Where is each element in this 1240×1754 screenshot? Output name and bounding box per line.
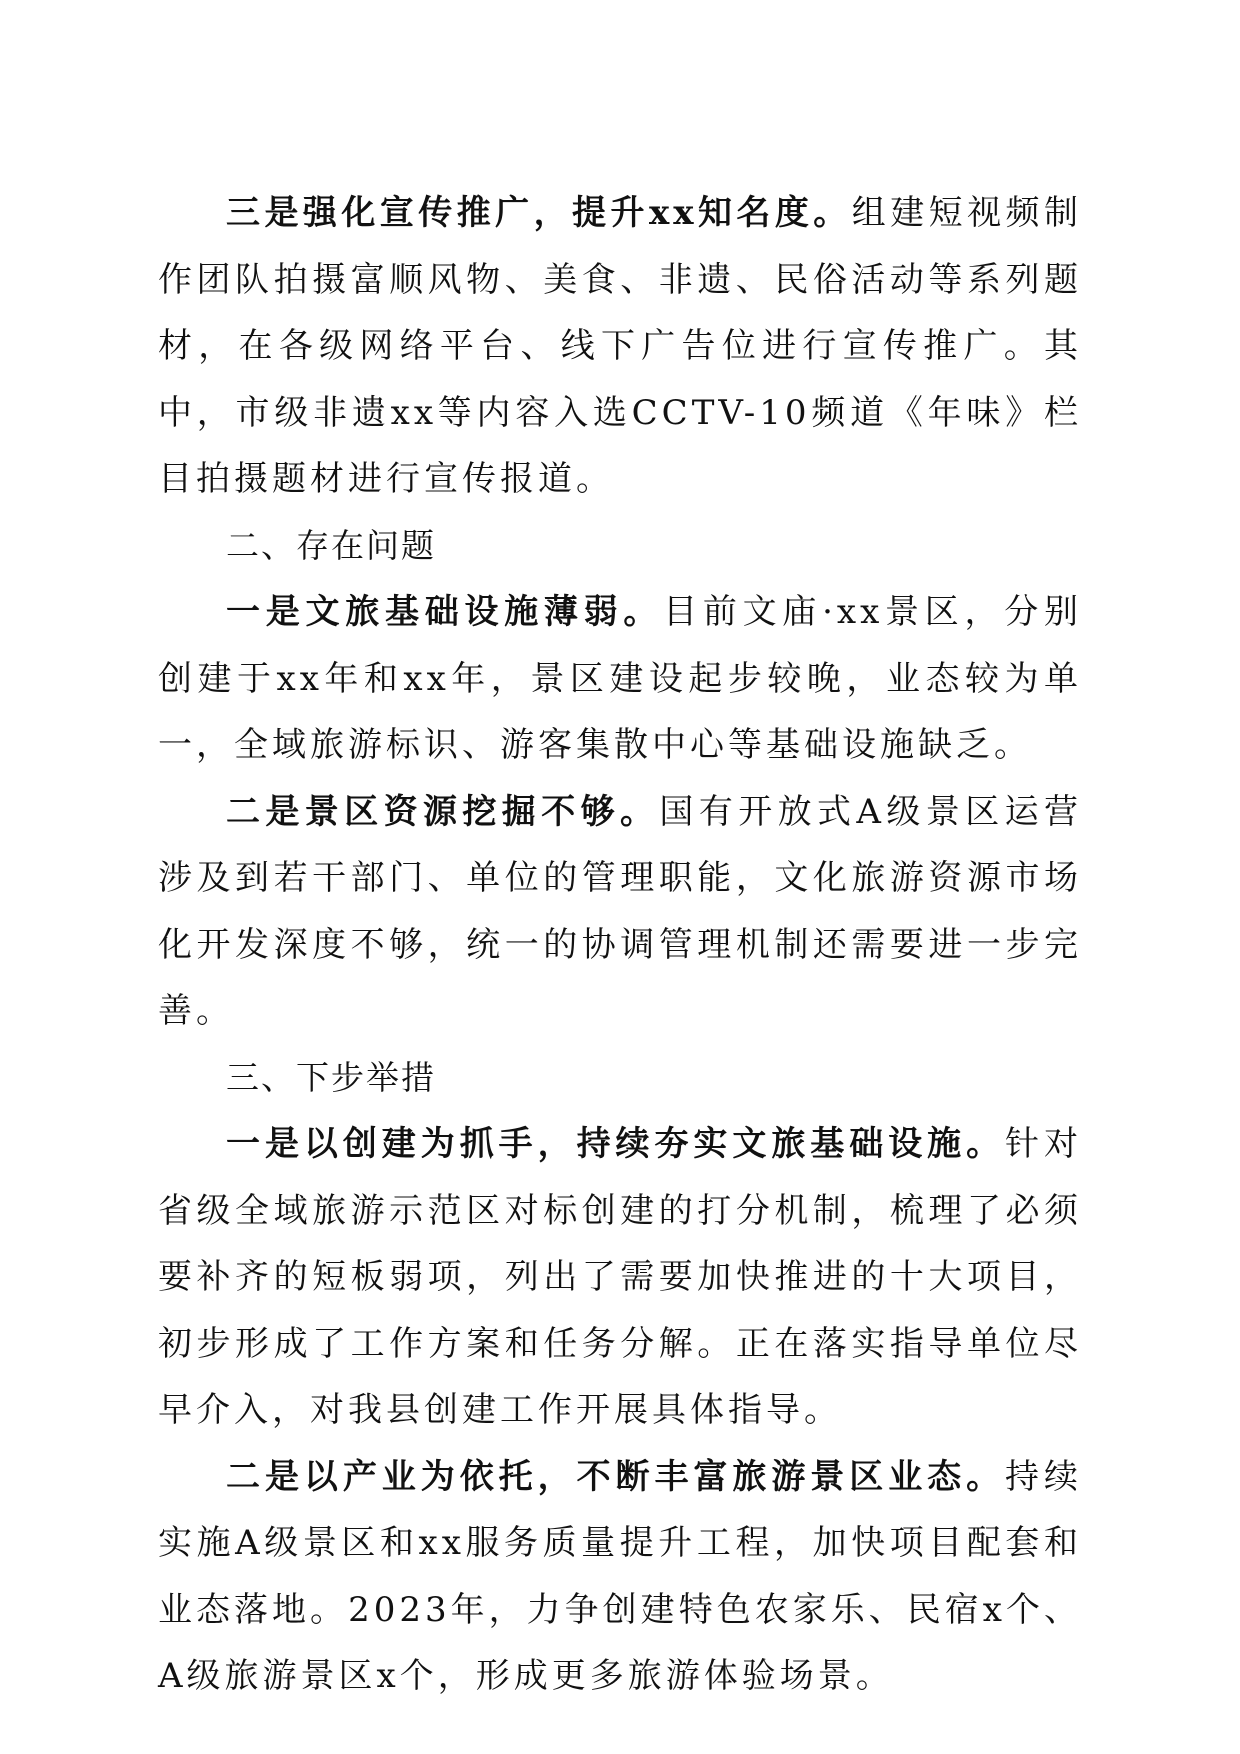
document-body — [158, 180, 1082, 1710]
paragraph-lead: 一是以创建为抓手，持续夯实文旅基础设施。 — [226, 1124, 1006, 1164]
paragraph-lead: 二是景区资源挖掘不够。 — [226, 791, 660, 832]
paragraph-lead: 一是文旅基础设施薄弱。 — [226, 592, 664, 632]
paragraph-lead: 三是强化宣传推广，提升xx知名度。 — [226, 193, 852, 233]
paragraph-text: 目前文庙·xx景区，分别创建于xx年和xx年，景区建设起步较晚，业态较为单一，全域旅游标识、游客集散中心等基础设施缺乏。 — [158, 592, 1082, 765]
paragraph-text: 针对省级全域旅游示范区对标创建的打分机制，梳理了必须要补齐的短板弱项，列出了需要加快推进的十大项目，初步形成了工作方案和任务分解。正在落实指导单位尽早介入，对我县创建工作开展具体指导。 — [158, 1124, 1082, 1430]
paragraph-lead: 二是以产业为依托，不断丰富旅游景区业态。 — [226, 1456, 1006, 1497]
paragraph-infrastructure — [158, 579, 1082, 779]
paragraph-text: 国有开放式A级景区运营涉及到若干部门、单位的管理职能，文化旅游资源市场化开发深度不够，统一的协调管理机制还需要进一步完善。 — [158, 791, 1082, 1031]
paragraph-resources — [158, 779, 1082, 1045]
section-heading-problems: 二、存在问题 — [226, 525, 436, 565]
paragraph-industry — [158, 1444, 1082, 1710]
section-heading-next-steps: 三、下步举措 — [226, 1057, 436, 1097]
paragraph-text: 组建短视频制作团队拍摄富顺风物、美食、非遗、民俗活动等系列题材，在各级网络平台、线下广告位进行宣传推广。其中，市级非遗xx等内容入选CCTV-10频道《年味》栏目拍摄题材进行宣传报道。 — [158, 193, 1083, 499]
paragraph-creation — [158, 1111, 1082, 1444]
paragraph-text: 持续实施A级景区和xx服务质量提升工程，加快项目配套和业态落地。2023年，力争创建特色农家乐、民宿x个、A级旅游景区x个，形成更多旅游体验场景。 — [158, 1456, 1082, 1696]
paragraph-publicity — [158, 180, 1082, 513]
